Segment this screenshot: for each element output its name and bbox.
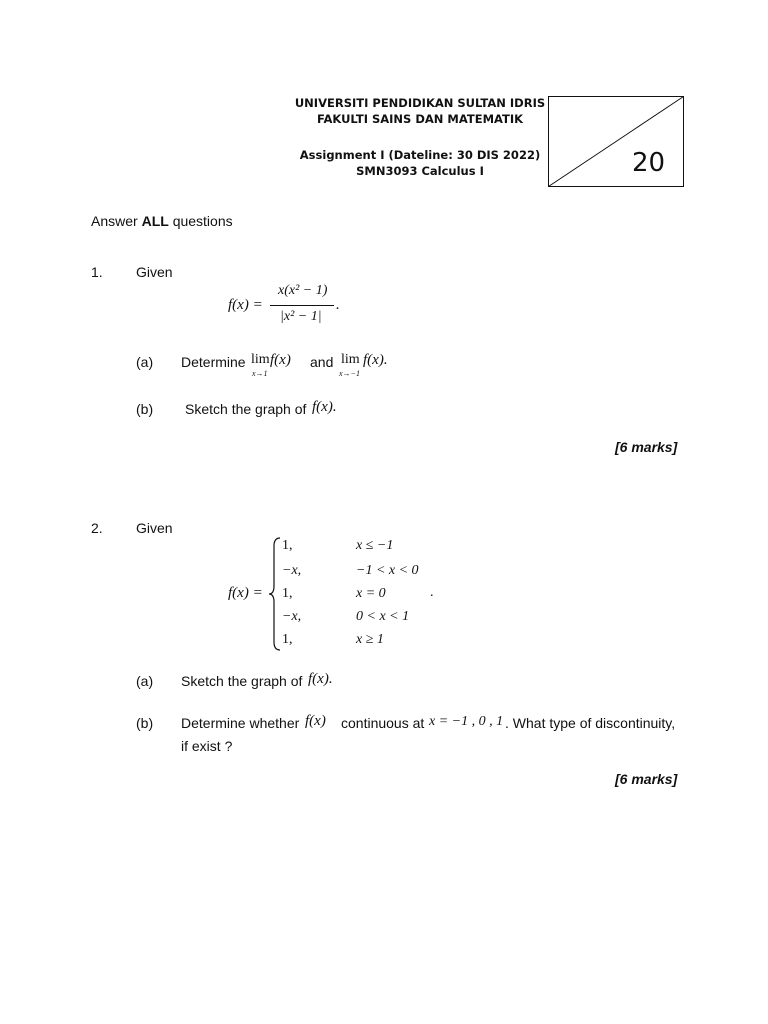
q2-given: Given [136, 520, 173, 536]
q1-given: Given [136, 264, 173, 280]
q2-number: 2. [91, 520, 103, 536]
q2-case-4-expr: −x, [282, 609, 302, 624]
q2-case-1-expr: 1, [282, 538, 293, 553]
q2b-text-4: if exist ? [181, 738, 233, 754]
q1a-and: and [310, 354, 334, 370]
q1-fraction-bar [270, 305, 334, 306]
q2-case-2-cond: −1 < x < 0 [356, 563, 419, 578]
q2b-text-3: . What type of discontinuity, [505, 715, 676, 731]
q2a-text: Sketch the graph of [181, 673, 303, 689]
q2-case-5-expr: 1, [282, 632, 293, 647]
q2-brace [268, 536, 282, 652]
q2b-fx: f(x) [305, 713, 326, 729]
university-name: UNIVERSITI PENDIDIKAN SULTAN IDRIS [294, 96, 546, 110]
q1a-lim2-sub: x→−1 [339, 369, 360, 378]
q1b-label: (b) [136, 401, 154, 417]
score-value: 20 [632, 148, 666, 178]
q2b-points: x = −1 , 0 , 1 [429, 714, 504, 729]
q2-case-3-cond: x = 0 [356, 586, 386, 601]
q1b-text: Sketch the graph of [185, 401, 307, 417]
q1a-lim2-f: f(x). [363, 352, 388, 368]
instructions-bold: ALL [141, 213, 169, 229]
q2-period: . [430, 585, 434, 600]
q1-period: . [336, 297, 340, 313]
q1a-label: (a) [136, 354, 154, 370]
course-title: SMN3093 Calculus I [356, 164, 484, 178]
q2a-label: (a) [136, 673, 154, 689]
q1a-text: Determine [181, 354, 246, 370]
instructions-suffix: questions [172, 213, 233, 229]
q1-fx: f(x) = [228, 297, 263, 313]
q1a-lim1: lim [251, 352, 270, 367]
q2-case-4-cond: 0 < x < 1 [356, 609, 410, 624]
q1-numerator: x(x² − 1) [278, 283, 328, 298]
instructions [91, 213, 233, 229]
q1a-lim1-f: f(x) [270, 352, 291, 368]
q2b-text-2: continuous at [341, 715, 425, 731]
q2-marks: [6 marks] [615, 771, 678, 787]
q2a-fx: f(x). [308, 671, 333, 687]
instructions-prefix: Answer [91, 213, 138, 229]
q2-fx: f(x) = [228, 585, 263, 601]
q1b-fx: f(x). [312, 399, 337, 415]
q2-case-5-cond: x ≥ 1 [356, 632, 384, 647]
assignment-title: Assignment I (Dateline: 30 DIS 2022) [299, 148, 541, 162]
q2b-label: (b) [136, 715, 154, 731]
q2-case-1-cond: x ≤ −1 [356, 538, 394, 553]
faculty-name: FAKULTI SAINS DAN MATEMATIK [316, 112, 524, 126]
q2b-text-1: Determine whether [181, 715, 300, 731]
q1a-lim2: lim [341, 352, 360, 367]
q1a-lim1-sub: x→1 [252, 369, 268, 378]
q2-case-3-expr: 1, [282, 586, 293, 601]
q1-denominator: |x² − 1| [280, 309, 322, 324]
q1-number: 1. [91, 264, 103, 280]
q1-marks: [6 marks] [615, 439, 678, 455]
q2-case-2-expr: −x, [282, 563, 302, 578]
